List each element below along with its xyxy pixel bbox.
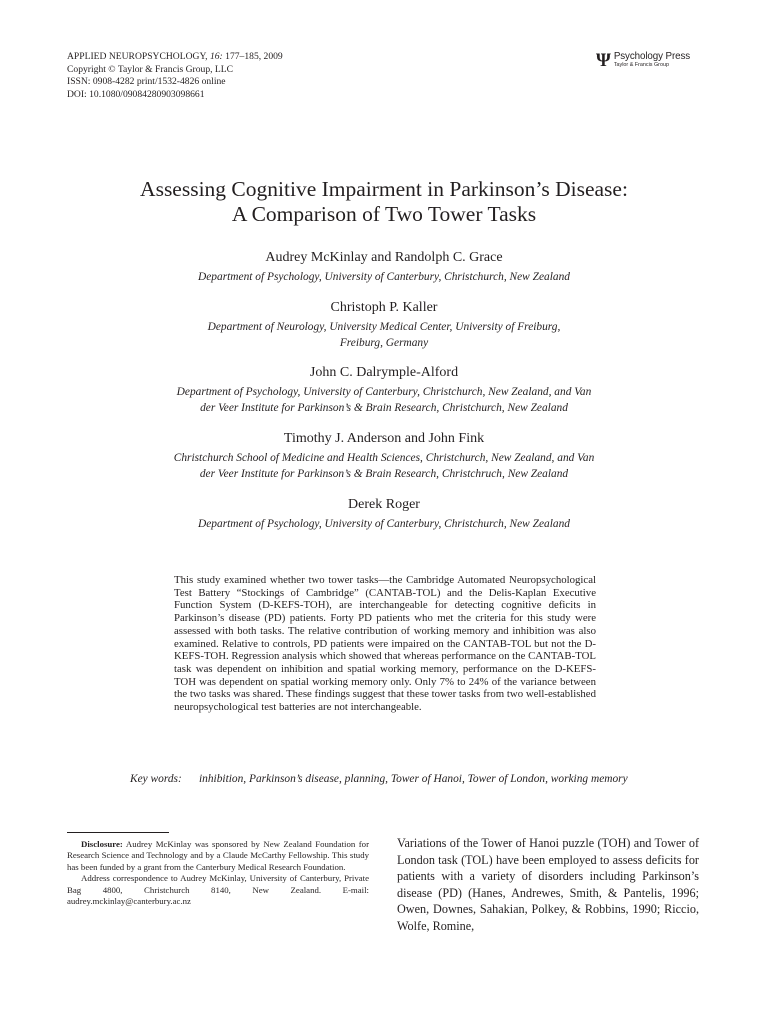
correspondence-paragraph: Address correspondence to Audrey McKinlay, University of Canterbury, Private Bag 4800, Christchurch 8140, New Zealand. E-mail: audrey.mckinlay@canterbury.ac.nz [67, 873, 369, 907]
issn-line: ISSN: 0908-4282 print/1532-4826 online [67, 76, 226, 88]
affiliation-line: Freiburg, Germany [339, 336, 429, 349]
publisher-name: Psychology Press [613, 51, 691, 62]
author-names: Derek Roger [348, 497, 420, 512]
disclosure-label: Disclosure: [81, 839, 123, 849]
paper-title [0, 177, 768, 227]
affiliation-line: Department of Psychology, University of Canterbury, Christchurch, New Zealand, and Van [176, 386, 592, 398]
author-affiliation [0, 517, 768, 533]
author-names: Timothy J. Anderson and John Fink [283, 431, 485, 446]
author-group-2 [0, 299, 768, 351]
body-paragraph: Variations of the Tower of Hanoi puzzle (TOH) and Tower of London task (TOL) have been employed to assess deficits for patients with a variety of disorders including Parkinson’s disease (PD) (Hanes, Andrewes, Smith, & Pantelis, 1996; Owen, Downes, Sahakian, Polkey, & Robbins, 1990; Riccio, Wolfe, Romine, [397, 836, 699, 933]
title-line-2: A Comparison of Two Tower Tasks [231, 202, 537, 226]
affiliation-line: der Veer Institute for Parkinson’s & Brain Research, Christchruch, New Zealand [199, 467, 569, 480]
journal-name: APPLIED NEUROPSYCHOLOGY, [67, 51, 208, 62]
footnote-rule [67, 832, 169, 833]
psi-logo-icon: Ψ [596, 50, 611, 71]
author-affiliation [0, 385, 768, 416]
journal-pages-year: 177–185, 2009 [225, 51, 283, 62]
abstract: This study examined whether two tower tasks—the Cambridge Automated Neuropsychological Test Battery “Stockings of Cambridge” (CANTAB-TOL) and the Delis-Kaplan Executive Function System (D-KEFS-TOH), are interchangeable for detecting cognitive deficits in Parkinson’s disease (PD) patients. Forty PD patients who met the criteria for this study were assessed with both tasks. The relative contribution of working memory and inhibition was also examined. Relative to controls, PD patients were impaired on the CANTAB-TOL but not the D-KEFS-TOH. Regression analysis which showed that whereas performance on the CANTAB-TOL task was dependent on inhibition and spatial working memory, performance on the D-KEFS-TOH was dependent on spatial working memory only. Only 7% to 24% of the variance between the two tasks was shared. These findings suggest that these tower tasks from two well-established neuropsychological test batteries are not interchangeable. [174, 574, 596, 714]
doi-line: DOI: 10.1080/09084280903098661 [67, 88, 205, 100]
journal-header [67, 51, 283, 101]
citation-line [67, 51, 283, 64]
keywords-label: Key words: [130, 773, 182, 785]
publisher-group: Taylor & Francis Group [613, 62, 669, 68]
journal-volume: 16: [209, 51, 223, 62]
author-affiliation [0, 270, 768, 286]
disclosure-text: Audrey McKinlay was sponsored by New Zealand Foundation for Research Science and Technology and by a Claude McCarthy Fellowship. This study has been funded by a grant from the Canterbury Medical Research Foundation. [67, 839, 369, 872]
affiliation-line: der Veer Institute for Parkinson’s & Brain Research, Christchurch, New Zealand [200, 401, 568, 414]
author-group-5 [0, 496, 768, 533]
author-affiliation [0, 451, 768, 482]
author-affiliation [0, 320, 768, 351]
affiliation-line: Christchurch School of Medicine and Health Sciences, Christchurch, New Zealand, and Van [173, 452, 595, 464]
title-line-1: Assessing Cognitive Impairment in Parkinson’s Disease: [140, 177, 628, 201]
publisher-logo [596, 52, 690, 69]
affiliation-line: Department of Neurology, University Medical Center, University of Freiburg, [207, 321, 561, 333]
disclosure-paragraph [67, 839, 369, 873]
footnote [67, 839, 369, 907]
author-names: Audrey McKinlay and Randolph C. Grace [265, 250, 503, 265]
author-group-1 [0, 249, 768, 286]
affiliation-line: Department of Psychology, University of Canterbury, Christchurch, New Zealand [198, 271, 570, 283]
keywords-text: inhibition, Parkinson’s disease, planning, Tower of Hanoi, Tower of London, working memory [199, 773, 628, 785]
author-group-4 [0, 430, 768, 482]
author-names: John C. Dalrymple-Alford [309, 365, 459, 380]
author-group-3 [0, 364, 768, 416]
affiliation-line: Department of Psychology, University of Canterbury, Christchurch, New Zealand [198, 518, 570, 530]
body-column [397, 835, 699, 935]
author-names: Christoph P. Kaller [330, 300, 438, 315]
copyright-line: Copyright © Taylor & Francis Group, LLC [67, 63, 234, 75]
